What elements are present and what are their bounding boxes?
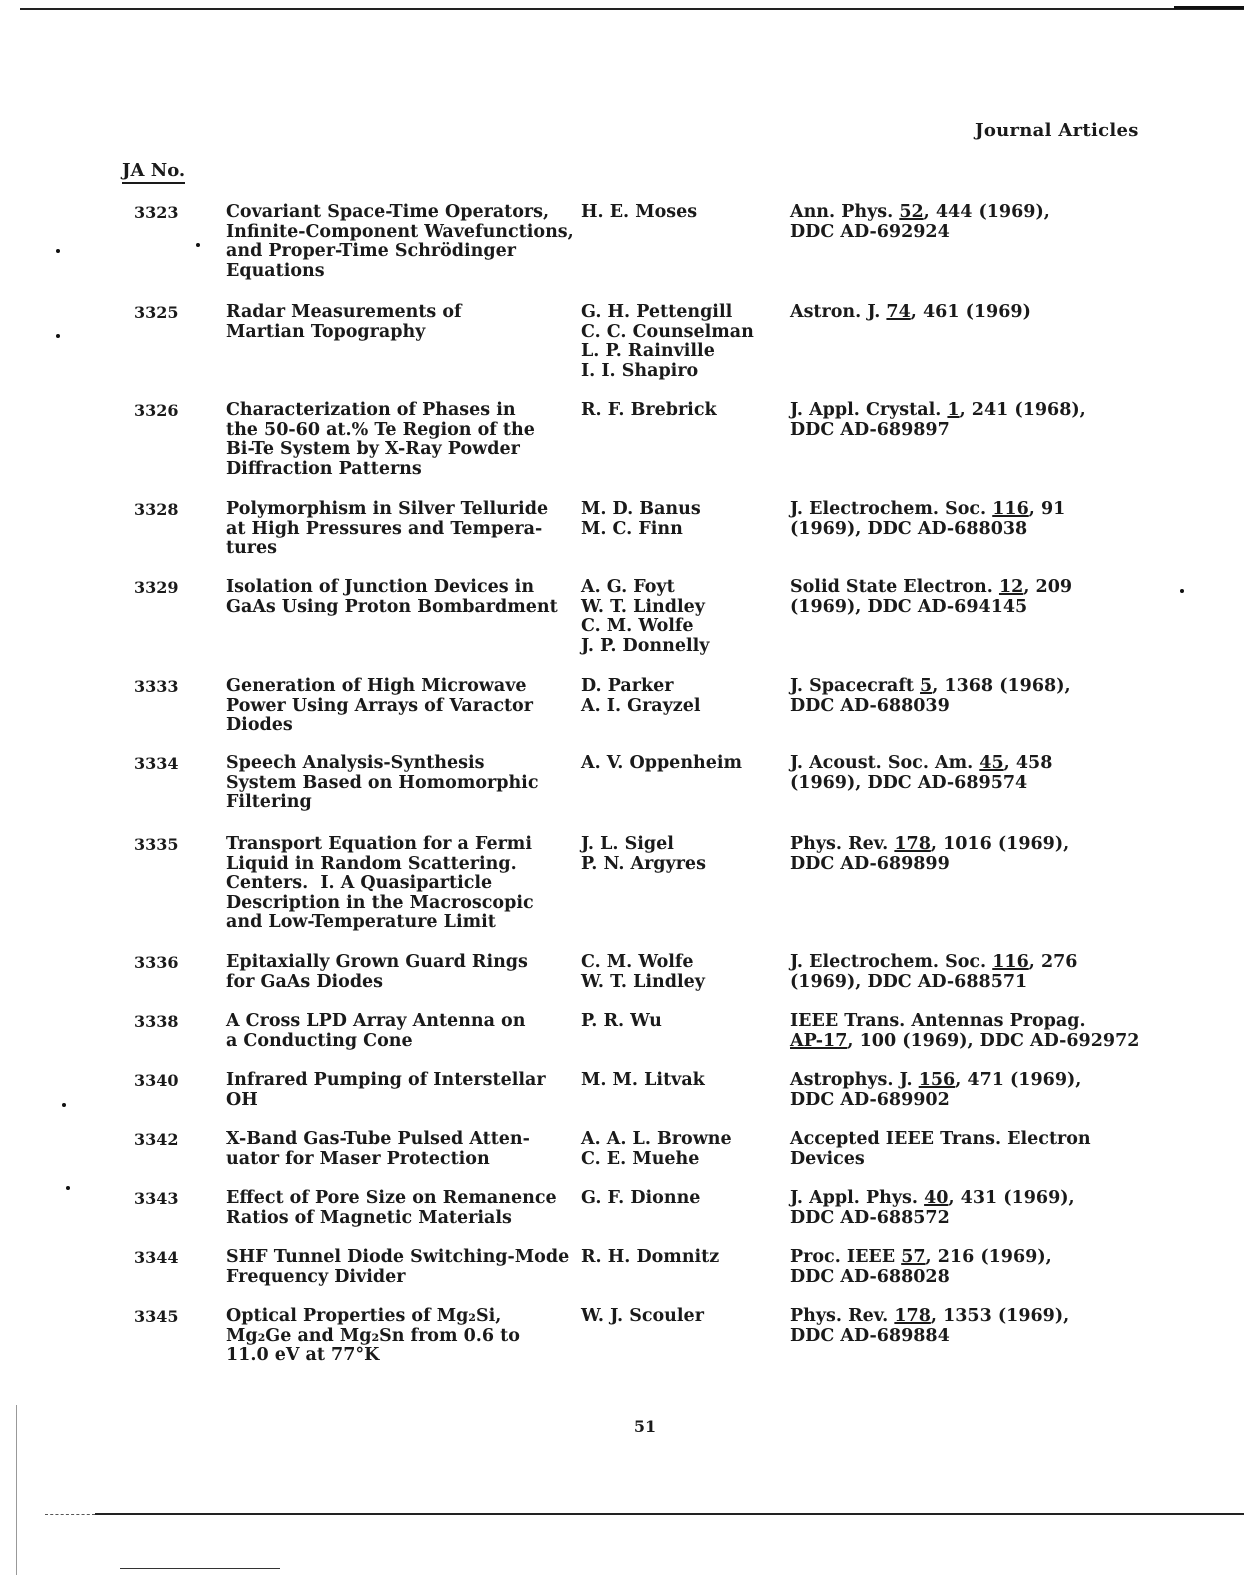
- article-authors: [581, 754, 781, 774]
- article-title-line: Speech Analysis-Synthesis: [226, 753, 485, 773]
- article-reference: [790, 401, 1240, 440]
- author-name: W. T. Lindley: [581, 971, 705, 992]
- ja-number: 3342: [134, 1130, 179, 1149]
- article-reference: [790, 835, 1240, 874]
- article-title-line: Infinite-Component Wavefunctions,: [226, 221, 574, 242]
- article-title-line: Characterization of Phases in: [226, 400, 516, 420]
- reference-text: DDC AD-692924: [790, 221, 950, 242]
- author-name: I. I. Shapiro: [581, 360, 699, 381]
- author-name: C. C. Counselman: [581, 321, 754, 342]
- article-title: [226, 500, 581, 559]
- article-authors: [581, 500, 781, 539]
- article-title-line: Generation of High Microwave: [226, 676, 527, 696]
- scan-speck: [56, 249, 60, 253]
- article-title-line: Radar Measurements of: [226, 302, 462, 322]
- article-title-line: SHF Tunnel Diode Switching-Mode: [226, 1247, 570, 1267]
- article-reference: [790, 578, 1240, 617]
- article-title-line: 11.0 eV at 77°K: [226, 1345, 380, 1366]
- article-title-line: for GaAs Diodes: [226, 971, 384, 992]
- reference-line: [790, 1268, 1240, 1288]
- reference-line: [790, 1130, 1240, 1150]
- article-authors: [581, 1248, 781, 1268]
- volume-number: 45: [979, 753, 1004, 773]
- article-authors: [581, 1189, 781, 1209]
- article-title-line: at High Pressures and Tempera-: [226, 518, 543, 539]
- reference-text: , 461 (1969): [910, 302, 1031, 322]
- reference-text: DDC AD-689899: [790, 853, 950, 874]
- author-name: H. E. Moses: [581, 202, 698, 222]
- reference-text: DDC AD-688028: [790, 1266, 950, 1287]
- author-name: D. Parker: [581, 676, 674, 696]
- reference-text: J. Spacecraft: [790, 676, 921, 696]
- ja-number: 3333: [134, 677, 179, 696]
- reference-text: DDC AD-689897: [790, 419, 950, 440]
- reference-text: DDC AD-689902: [790, 1089, 950, 1110]
- reference-line: [790, 401, 1240, 421]
- article-reference: [790, 677, 1240, 716]
- ja-number: 3340: [134, 1071, 179, 1090]
- article-title-line: Equations: [226, 260, 325, 281]
- author-name: W. J. Scouler: [581, 1306, 704, 1326]
- article-title-line: Liquid in Random Scattering.: [226, 853, 517, 874]
- reference-line: [790, 203, 1240, 223]
- article-reference: [790, 1130, 1240, 1169]
- volume-number: AP-17: [790, 1030, 848, 1051]
- volume-number: 1: [947, 400, 960, 420]
- author-name: A. G. Foyt: [581, 577, 675, 597]
- scan-speck: [196, 243, 200, 247]
- author-name: C. E. Muehe: [581, 1148, 700, 1169]
- article-title: [226, 953, 581, 992]
- article-title-line: and Low-Temperature Limit: [226, 912, 496, 933]
- reference-text: , 431 (1969),: [948, 1188, 1075, 1208]
- reference-text: J. Appl. Crystal.: [790, 400, 948, 420]
- reference-text: , 458: [1003, 753, 1053, 773]
- reference-text: (1969), DDC AD-688038: [790, 518, 1028, 539]
- reference-line: [790, 697, 1240, 717]
- reference-line: [790, 1209, 1240, 1229]
- article-title: [226, 401, 581, 479]
- reference-line: [790, 1307, 1240, 1327]
- reference-line: [790, 598, 1240, 618]
- reference-line: [790, 1248, 1240, 1268]
- article-authors: [581, 953, 781, 992]
- ja-number: 3345: [134, 1307, 179, 1326]
- article-title-line: Frequency Divider: [226, 1266, 406, 1287]
- bottom-short-rule: [120, 1568, 280, 1569]
- article-title-line: Ratios of Magnetic Materials: [226, 1207, 512, 1228]
- article-title-line: the 50-60 at.% Te Region of the: [226, 419, 535, 440]
- article-title-line: tures: [226, 538, 278, 559]
- reference-line: [790, 578, 1240, 598]
- scan-speck: [62, 1103, 66, 1107]
- article-title-line: Transport Equation for a Fermi: [226, 834, 532, 854]
- article-reference: [790, 500, 1240, 539]
- ja-number-column-header: JA No.: [122, 160, 185, 184]
- reference-text: , 100 (1969), DDC AD-692972: [847, 1030, 1140, 1051]
- article-title-line: OH: [226, 1089, 258, 1110]
- reference-text: , 444 (1969),: [923, 202, 1050, 222]
- article-authors: [581, 1012, 781, 1032]
- volume-number: 5: [920, 676, 933, 696]
- article-authors: [581, 401, 781, 421]
- reference-line: [790, 835, 1240, 855]
- volume-number: 12: [998, 577, 1024, 597]
- reference-text: DDC AD-688039: [790, 695, 950, 716]
- reference-line: [790, 520, 1240, 540]
- reference-text: , 276: [1028, 952, 1078, 972]
- scan-speck: [1180, 589, 1184, 593]
- article-title: [226, 835, 581, 933]
- reference-text: J. Electrochem. Soc.: [790, 952, 993, 972]
- article-authors: [581, 835, 781, 874]
- reference-text: Proc. IEEE: [790, 1247, 902, 1267]
- article-title-line: Epitaxially Grown Guard Rings: [226, 952, 528, 972]
- article-reference: [790, 1307, 1240, 1346]
- article-authors: [581, 303, 781, 381]
- reference-text: (1969), DDC AD-688571: [790, 971, 1028, 992]
- reference-text: , 216 (1969),: [925, 1247, 1052, 1267]
- article-title-line: GaAs Using Proton Bombardment: [226, 596, 558, 617]
- reference-line: [790, 973, 1240, 993]
- article-title: [226, 203, 581, 281]
- volume-number: 178: [894, 834, 931, 854]
- article-title-line: Polymorphism in Silver Telluride: [226, 499, 549, 519]
- volume-number: 74: [886, 302, 911, 322]
- ja-number: 3336: [134, 953, 179, 972]
- article-title: [226, 1307, 581, 1366]
- article-authors: [581, 1307, 781, 1327]
- reference-text: Astron. J.: [790, 302, 887, 322]
- article-title-line: Effect of Pore Size on Remanence: [226, 1188, 557, 1208]
- ja-number: 3334: [134, 754, 179, 773]
- article-reference: [790, 1012, 1240, 1051]
- reference-line: [790, 774, 1240, 794]
- author-name: A. A. L. Browne: [581, 1129, 732, 1149]
- ja-number: 3329: [134, 578, 179, 597]
- reference-text: , 1353 (1969),: [930, 1306, 1070, 1326]
- author-name: P. R. Wu: [581, 1011, 662, 1031]
- ja-number: 3323: [134, 203, 179, 222]
- article-title-line: Isolation of Junction Devices in: [226, 577, 535, 597]
- author-name: M. M. Litvak: [581, 1070, 705, 1090]
- volume-number: 178: [894, 1306, 931, 1326]
- article-title-line: Bi-Te System by X-Ray Powder: [226, 439, 520, 460]
- ja-number: 3335: [134, 835, 179, 854]
- reference-text: , 471 (1969),: [955, 1070, 1082, 1090]
- scan-speck: [56, 334, 60, 338]
- article-title: [226, 1248, 581, 1287]
- reference-line: [790, 1071, 1240, 1091]
- article-title: [226, 754, 581, 813]
- reference-text: (1969), DDC AD-689574: [790, 772, 1028, 793]
- scan-speck: [66, 1186, 70, 1190]
- author-name: G. H. Pettengill: [581, 302, 733, 322]
- article-title-line: A Cross LPD Array Antenna on: [226, 1011, 526, 1031]
- author-name: W. T. Lindley: [581, 596, 705, 617]
- volume-number: 57: [901, 1247, 926, 1267]
- volume-number: 116: [992, 499, 1029, 519]
- article-authors: [581, 578, 781, 656]
- ja-number: 3328: [134, 500, 179, 519]
- article-reference: [790, 1248, 1240, 1287]
- author-name: M. C. Finn: [581, 518, 683, 539]
- author-name: P. N. Argyres: [581, 853, 706, 874]
- volume-number: 156: [918, 1070, 956, 1090]
- volume-number: 52: [899, 202, 924, 222]
- reference-line: [790, 1189, 1240, 1209]
- reference-line: [790, 1150, 1240, 1170]
- volume-number: 116: [992, 952, 1029, 972]
- author-name: G. F. Dionne: [581, 1188, 701, 1208]
- article-title-line: Mg₂Ge and Mg₂Sn from 0.6 to: [226, 1325, 520, 1346]
- bottom-dashed-rule: [45, 1514, 95, 1515]
- reference-line: [790, 1032, 1240, 1052]
- reference-text: , 241 (1968),: [959, 400, 1086, 420]
- author-name: A. V. Oppenheim: [581, 753, 743, 773]
- reference-text: , 1016 (1969),: [930, 834, 1070, 854]
- author-name: R. F. Brebrick: [581, 400, 717, 420]
- author-name: C. M. Wolfe: [581, 616, 694, 637]
- author-name: C. M. Wolfe: [581, 952, 694, 972]
- article-title-line: Description in the Macroscopic: [226, 892, 534, 913]
- reference-line: [790, 421, 1240, 441]
- article-title-line: Diodes: [226, 715, 293, 736]
- article-authors: [581, 677, 781, 716]
- reference-text: IEEE Trans. Antennas Propag.: [790, 1011, 1086, 1031]
- article-reference: [790, 1189, 1240, 1228]
- article-title: [226, 1189, 581, 1228]
- article-title-line: Martian Topography: [226, 321, 426, 342]
- article-title-line: Covariant Space-Time Operators,: [226, 202, 550, 222]
- article-reference: [790, 754, 1240, 793]
- reference-text: , 1368 (1968),: [932, 676, 1071, 696]
- reference-line: [790, 1091, 1240, 1111]
- article-title-line: uator for Maser Protection: [226, 1148, 490, 1169]
- reference-text: , 91: [1028, 499, 1066, 519]
- article-reference: [790, 303, 1240, 323]
- reference-text: DDC AD-689884: [790, 1325, 950, 1346]
- volume-number: 40: [924, 1188, 949, 1208]
- reference-line: [790, 855, 1240, 875]
- article-title: [226, 578, 581, 617]
- ja-number: 3338: [134, 1012, 179, 1031]
- reference-text: Solid State Electron.: [790, 577, 999, 597]
- article-reference: [790, 203, 1240, 242]
- ja-number: 3344: [134, 1248, 179, 1267]
- top-rule-edge: [1174, 6, 1244, 9]
- article-title-line: Power Using Arrays of Varactor: [226, 695, 533, 716]
- section-title: Journal Articles: [975, 120, 1139, 141]
- author-name: L. P. Rainville: [581, 341, 715, 362]
- page-number: 51: [633, 1417, 657, 1436]
- reference-text: J. Appl. Phys.: [790, 1188, 925, 1208]
- top-rule: [20, 8, 1244, 10]
- author-name: J. L. Sigel: [581, 834, 674, 854]
- article-title: [226, 1130, 581, 1169]
- bottom-rule: [95, 1513, 1244, 1515]
- reference-text: (1969), DDC AD-694145: [790, 596, 1028, 617]
- reference-text: J. Acoust. Soc. Am.: [790, 753, 980, 773]
- ja-number: 3326: [134, 401, 179, 420]
- article-title: [226, 1012, 581, 1051]
- article-title-line: X-Band Gas-Tube Pulsed Atten-: [226, 1129, 530, 1149]
- reference-line: [790, 754, 1240, 774]
- reference-line: [790, 303, 1240, 323]
- ja-number: 3343: [134, 1189, 179, 1208]
- reference-text: Phys. Rev.: [790, 834, 895, 854]
- article-title-line: Filtering: [226, 792, 312, 813]
- reference-text: DDC AD-688572: [790, 1207, 950, 1228]
- article-title-line: Diffraction Patterns: [226, 458, 422, 479]
- reference-text: Astrophys. J.: [790, 1070, 919, 1090]
- reference-text: Accepted IEEE Trans. Electron: [790, 1129, 1091, 1149]
- reference-line: [790, 500, 1240, 520]
- reference-text: J. Electrochem. Soc.: [790, 499, 993, 519]
- article-title: [226, 677, 581, 736]
- article-authors: [581, 1071, 781, 1091]
- article-title-line: Centers. I. A Quasiparticle: [226, 873, 493, 894]
- author-name: A. I. Grayzel: [581, 695, 701, 716]
- reference-line: [790, 953, 1240, 973]
- article-reference: [790, 953, 1240, 992]
- reference-text: Devices: [790, 1148, 865, 1169]
- ja-number: 3325: [134, 303, 179, 322]
- article-title: [226, 303, 581, 342]
- reference-text: , 209: [1023, 577, 1073, 597]
- reference-line: [790, 223, 1240, 243]
- article-title-line: a Conducting Cone: [226, 1030, 413, 1051]
- author-name: R. H. Domnitz: [581, 1247, 720, 1267]
- author-name: J. P. Donnelly: [581, 635, 710, 656]
- article-title-line: and Proper-Time Schrödinger: [226, 241, 516, 262]
- author-name: M. D. Banus: [581, 499, 701, 519]
- scan-edge-line: [16, 1405, 17, 1575]
- article-reference: [790, 1071, 1240, 1110]
- article-title-line: Optical Properties of Mg₂Si,: [226, 1306, 502, 1326]
- article-title-line: System Based on Homomorphic: [226, 772, 539, 793]
- reference-line: [790, 677, 1240, 697]
- article-title: [226, 1071, 581, 1110]
- reference-text: Ann. Phys.: [790, 202, 900, 222]
- article-authors: [581, 203, 781, 223]
- reference-text: Phys. Rev.: [790, 1306, 895, 1326]
- reference-line: [790, 1012, 1240, 1032]
- article-authors: [581, 1130, 781, 1169]
- reference-line: [790, 1327, 1240, 1347]
- article-title-line: Infrared Pumping of Interstellar: [226, 1070, 546, 1090]
